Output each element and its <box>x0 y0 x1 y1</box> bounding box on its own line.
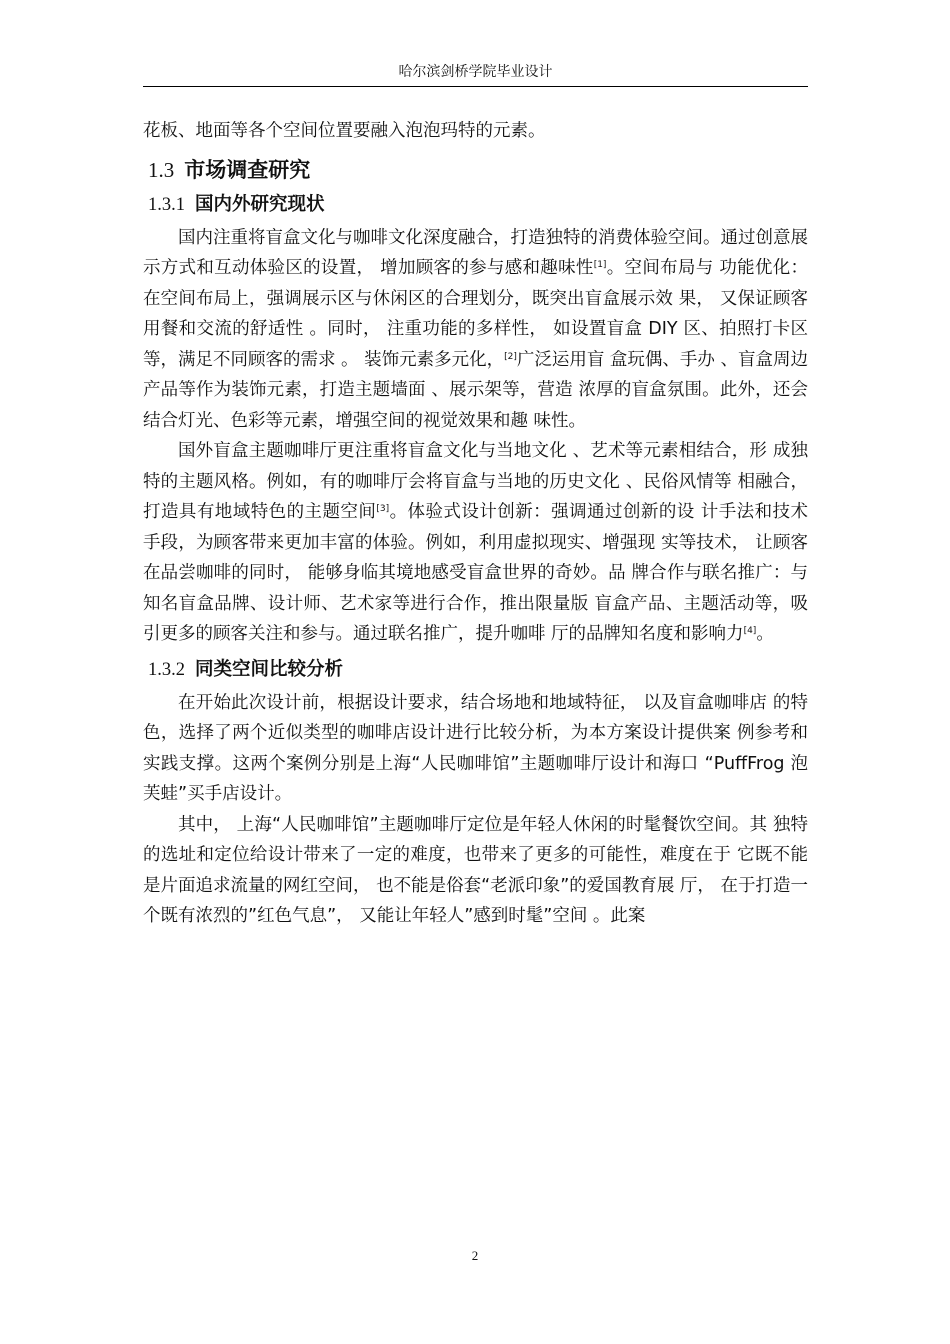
subsection-heading-2 <box>148 656 808 684</box>
subsection-title-1: 国内外研究现状 <box>195 193 325 215</box>
paragraph-1-part-b: 。空间布局与 功能优化：在空间布局上，强调展示区与休闲区的合理划分，既突出盲盒展示效 果， 又保证顾客用餐和交流的舒适性 。同时， 注重功能的多样性， 如设置盲盒 DIY 区、拍照打卡区等，满足不同顾客的需求 。 装饰元素多元化， <box>143 258 809 370</box>
paragraph-1-part-a: 国内注重将盲盒文化与咖啡文化深度融合，打造独特的消费体验空间。通过创意展示方式和互动体验区的设置， 增加顾客的参与感和趣味性 <box>143 227 808 278</box>
citation-2: [2] <box>504 351 517 362</box>
citation-1: [1] <box>593 260 607 270</box>
paragraph-1 <box>143 223 808 437</box>
section-title: 市场调查研究 <box>184 157 311 182</box>
page-number: 2 <box>471 1248 479 1263</box>
paragraph-2 <box>143 436 808 650</box>
page-header: 哈尔滨剑桥学院毕业设计 <box>143 62 808 87</box>
paragraph-4: 其中， 上海“人民咖啡馆”主题咖啡厅定位是年轻人休闲的时髦餐饮空间。其 独特的选址和定位给设计带来了一定的难度，也带来了更多的可能性，难度在于 它既不能是片面追求流量的网红空间， 也不能是俗套“老派印象”的爱国教育展 厅， 在于打造一个既有浓烈的”红色气息”， 又能让年轻人”感到时髦”空间 。此案 <box>143 814 808 926</box>
paragraph-2-part-b: 。体验式设计创新：强调通过创新的设 计手法和技术手段，为顾客带来更加丰富的体验。例如，利用虚拟现实、增强现 实等技术， 让顾客在品尝咖啡的同时， 能够身临其境地感受盲盒世界的奇妙。品 牌合作与联名推广：与知名盲盒品牌、设计师、艺术家等进行合作，推出限量版 盲盒产品、主题活动等，吸引更多的顾客关注和参与。通过联名推广，提升咖啡 厅的品牌知名度和影响力 <box>143 502 809 644</box>
citation-4: [4] <box>743 626 757 636</box>
intro-line: 花板、地面等各个空间位置要融入泡泡玛特的元素。 <box>143 121 546 141</box>
paragraph-3: 在开始此次设计前，根据设计要求，结合场地和地域特征， 以及盲盒咖啡店 的特色，选择了两个近似类型的咖啡店设计进行比较分析，为本方案设计提供案 例参考和实践支撑。这两个案例分别是上海“人民咖啡馆”主题咖啡厅设计和海口 “PuffFrog 泡芙蛙”买手店设计。 <box>143 692 808 804</box>
subsection-heading-1 <box>148 191 808 219</box>
paragraph-1-part-c: 广泛运用盲 盒玩偶、手办 、盲盒周边产品等作为装饰元素，打造主题墙面 、展示架等，营造 浓厚的盲盒氛围。此外，还会结合灯光、色彩等元素，增强空间的视觉效果和趣 味性。 <box>143 349 808 431</box>
paragraph-2-part-a: 国外盲盒主题咖啡厅更注重将盲盒文化与当地文化 、艺术等元素相结合，形 成独特的主题风格。例如，有的咖啡厅会将盲盒与当地的历史文化 、民俗风情等 相融合， 打造具有地域特色的主题空间 <box>143 441 808 522</box>
paragraph-2-part-c: 。 <box>756 624 774 644</box>
section-number: 1.3 <box>148 157 175 182</box>
citation-3: [3] <box>376 504 390 514</box>
subsection-title-2: 同类空间比较分析 <box>195 658 344 680</box>
section-heading <box>148 155 808 185</box>
subsection-number-2: 1.3.2 <box>148 659 185 680</box>
subsection-number-1: 1.3.1 <box>148 194 185 215</box>
document-body <box>143 116 808 932</box>
